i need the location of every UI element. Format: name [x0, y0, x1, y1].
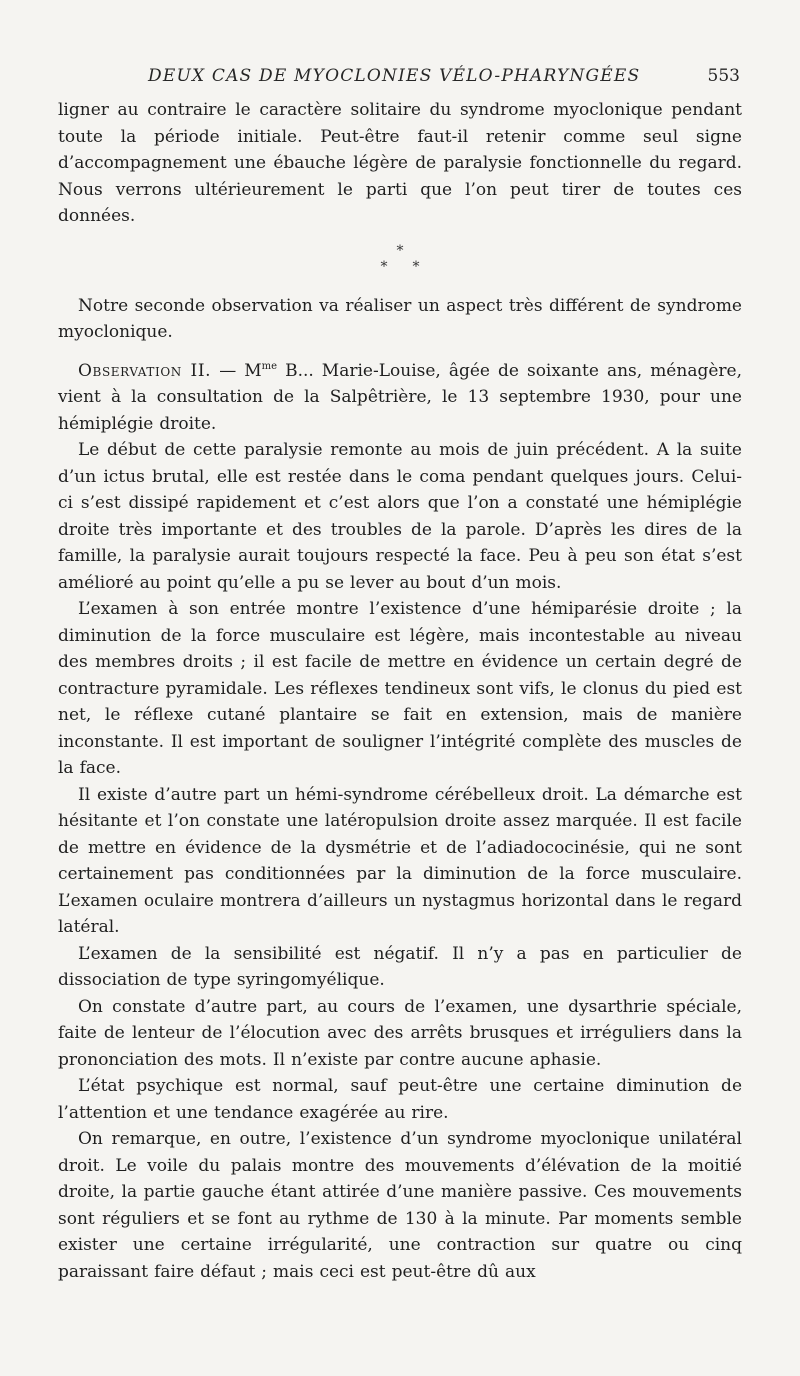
section-separator [58, 238, 742, 286]
paragraph-8: L’état psychique est normal, sauf peut-être une certaine diminution de l’attention et une tendance exagérée au rire. [58, 1076, 742, 1123]
paragraph-6: L’examen de la sensibilité est négatif. Il n’y a pas en particulier de dissociation de type syringomyélique. [58, 943, 742, 990]
title-mme-base: M [244, 360, 262, 381]
title-mme [244, 361, 277, 381]
paragraph-3: Le début de cette paralysie remonte au mois de juin précédent. A la suite d’un ictus brutal, elle est restée dans le coma pendant quelques jours. Celui-ci s’est dissipé rapidement et c’est alors que l’on a constaté une hémiplégie droite très importante et des troubles de la parole. D’après les dires de la famille, la paralysie aurait toujours respecté la face. Peu à peu son état s’est amélioré au point qu’elle a pu se lever au bout d’un mois. [58, 440, 742, 593]
paragraph-5: Il existe d’autre part un hémi-syndrome cérébelleux droit. La démarche est hésitante et l’on constate une latéropulsion droite assez marquée. Il est facile de mettre en évidence de la dysmétrie et de l’adiadococinésie, qui ne sont certainement pas conditionnées par la diminution de la force musculaire. L’examen oculaire montrera d’ailleurs un nystagmus horizontal dans le regard latéral. [58, 784, 742, 937]
observation-label: Observation II. [78, 360, 212, 381]
observation-text: B... Marie-Louise, âgée de soixante ans, ménagère, vient à la consultation de la Salpêtrière, le 13 septembre 1930, pour une hémiplégie droite. [58, 360, 742, 434]
paragraph-4: L’examen à son entrée montre l’existence d’une hémiparésie droite ; la diminution de la force musculaire est légère, mais incontestable au niveau des membres droits ; il est facile de mettre en évidence un certain degré de contracture pyramidale. Les réflexes tendineux sont vifs, le clonus du pied est net, le réflexe cutané plantaire se fait en extension, mais de manière inconstante. Il est important de souligner l’intégrité complète des muscles de la face. [58, 599, 742, 778]
separator-star-top: * [396, 242, 404, 259]
paragraph-9: On remarque, en outre, l’existence d’un syndrome myoclonique unilatéral droit. Le voile du palais montre des mouvements d’élévation de la moitié droite, la partie gauche étant attirée d’une manière passive. Ces mouvements sont réguliers et se font au rythme de 130 à la minute. Par moments semble exister une certaine irrégularité, une contraction sur quatre ou cinq paraissant faire défaut ; mais ceci est peut-être dû aux [58, 1129, 742, 1282]
title-mme-superscript: me [261, 360, 278, 372]
body-text [58, 97, 742, 1285]
observation-heading-paragraph [58, 358, 742, 438]
paragraph-1: ligner au contraire le caractère solitaire du syndrome myoclonique pendant toute la période initiale. Peut-être faut-il retenir comme seul signe d’accompagnement une ébauche légère de paralysie fonctionnelle du regard. Nous verrons ultérieurement le parti que l’on peut tirer de toutes ces données. [58, 100, 742, 226]
separator-stars-bottom: * * [380, 258, 430, 275]
observation-dash: — [219, 360, 237, 381]
paragraph-2: Notre seconde observation va réaliser un aspect très différent de syndrome myoclonique. [58, 295, 742, 342]
paragraph-7: On constate d’autre part, au cours de l’examen, une dysarthrie spéciale, faite de lenteur de l’élocution avec des arrêts brusques et irréguliers dans la prononciation des mots. Il n’existe par contre aucune aphasie. [58, 996, 742, 1070]
running-title: DEUX CAS DE MYOCLONIES VÉLO-PHARYNGÉES [148, 66, 641, 86]
running-header [58, 66, 742, 90]
page-number: 553 [707, 66, 740, 86]
